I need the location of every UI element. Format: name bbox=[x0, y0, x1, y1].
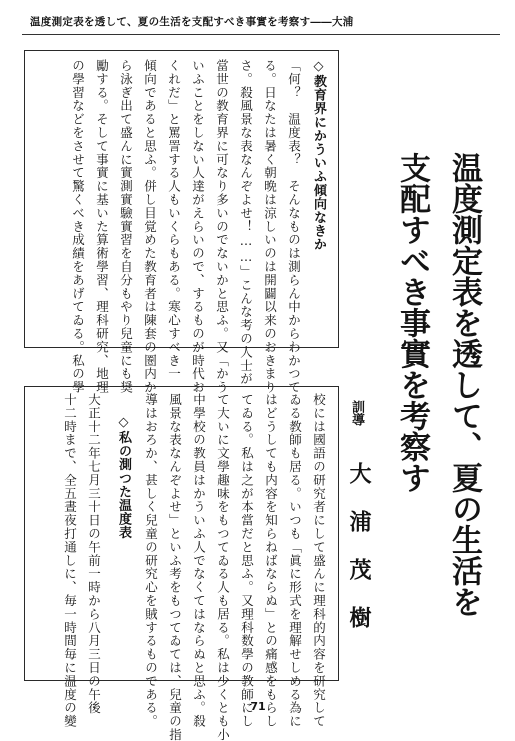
body-line: はどうしても内容を知らねばならぬ」との痛感をもらし bbox=[263, 393, 279, 728]
body-line: 校には國語の研究者にして盛んに理科的内容を研究して bbox=[311, 393, 327, 728]
running-head: 温度測定表を透して、夏の生活を支配すべき事實を考察す――大浦 bbox=[30, 16, 354, 28]
page-number: 71 bbox=[250, 700, 266, 713]
body-line: 導はおろか、甚しく兒童の研究心を賊するものである。 bbox=[143, 393, 159, 728]
author-name: 大浦茂樹 bbox=[346, 462, 372, 654]
body-line: 「何？ 温度表？ そんなものは測らん中からわかつて bbox=[286, 59, 302, 394]
body-line: てゐる。私は之が本當だと思ふ。又理科数學の教師にし bbox=[239, 393, 255, 728]
section-heading-temperature: ◇私の測つた温度表 bbox=[116, 415, 131, 540]
author-role: 訓導 bbox=[349, 400, 364, 426]
body-line: の學習などをさせて驚くべき成績をあげてゐる。私の學 bbox=[70, 59, 86, 394]
article-title-line-1: 温度測定表を透して、夏の生活を bbox=[446, 152, 482, 617]
body-line: 風景な表なんぞよせ」といふ考をもつてゐては、兒童の指 bbox=[167, 393, 183, 741]
body-line: 當世の教育界に可なり多いのでないかと思ふ。又「かう bbox=[214, 59, 230, 394]
body-line: いふことをしない人達がえらいので、するものが時代お bbox=[190, 59, 206, 394]
body-line: 傾向であると思ふ。併し目覚めた教育者は陳套の圏内か bbox=[142, 59, 158, 394]
body-line: 十二時まで、全五晝夜打通しに、毎一時間毎に温度の變 bbox=[62, 393, 78, 728]
body-line: くれだ」と罵詈する人もいくらもある。寒心すべき一 bbox=[166, 59, 182, 381]
body-line: 中學校の教員はかういふ人でなくてはならぬと思ふ。殺 bbox=[191, 393, 207, 728]
running-head-rule bbox=[22, 34, 500, 35]
body-line: ら泳ぎ出て盛んに實測實驗實習を自分もやり兒童にも奨 bbox=[118, 59, 134, 394]
body-line: て大いに文學趣味をもつてゐる人も居る。私は少くとも小 bbox=[215, 393, 231, 741]
body-line: 大正十二年七月三十日の午前一時から八月三日の午後 bbox=[86, 393, 102, 715]
body-line: さ。殺風景な表なんぞよせ！……」こんな考の人士が bbox=[238, 59, 254, 386]
upper-text-frame bbox=[24, 50, 339, 394]
body-line: る。日なたは暑く朝晩は涼しいのは開闢以来のおきまり bbox=[262, 59, 278, 394]
body-line: 勵する。そして事實に基いた算術學習、理科研究、地理 bbox=[94, 59, 110, 394]
article-title-line-2: 支配すべき事實を考察す bbox=[394, 152, 430, 493]
body-line: ゐる教師も居る。いつも「眞に形式を理解せしめる為に bbox=[287, 393, 303, 728]
section-heading-trend: ◇教育界にかういふ傾向なきか bbox=[311, 59, 326, 252]
author-byline bbox=[348, 400, 376, 670]
